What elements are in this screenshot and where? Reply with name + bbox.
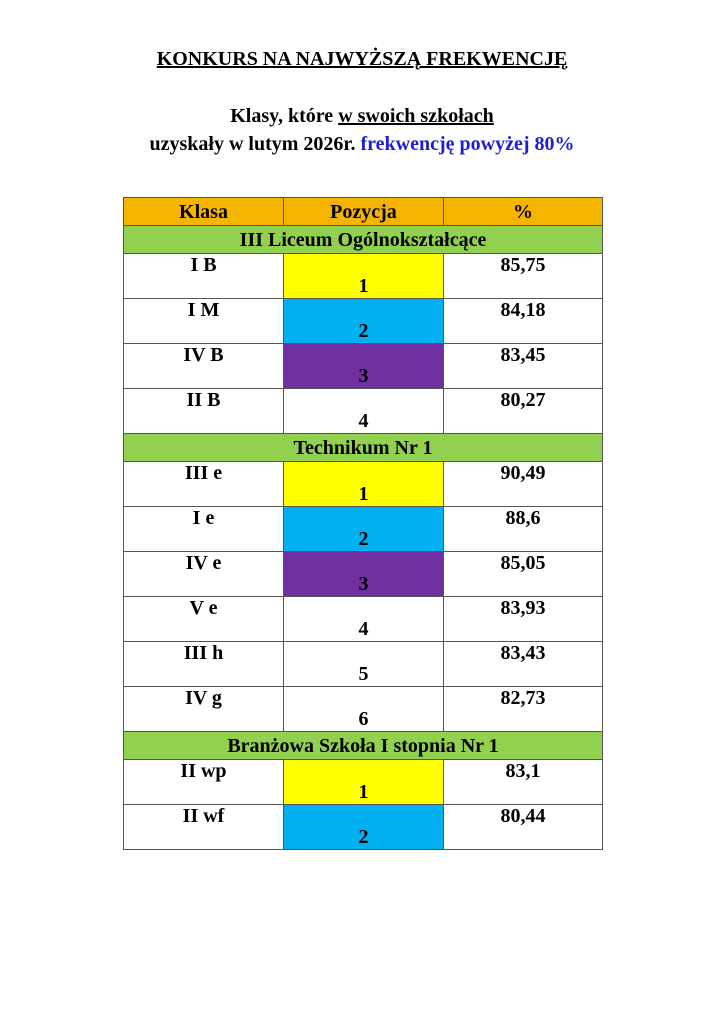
cell-procent: 85,75 — [444, 254, 603, 299]
cell-pozycja: 5 — [284, 642, 444, 687]
section-name: Branżowa Szkoła I stopnia Nr 1 — [124, 732, 603, 760]
cell-procent: 88,6 — [444, 507, 603, 552]
section-row — [124, 732, 603, 760]
ranking-table — [123, 197, 603, 850]
subtitle-line-2 — [0, 132, 724, 156]
table-row — [124, 389, 603, 434]
cell-procent: 85,05 — [444, 552, 603, 597]
cell-procent: 83,1 — [444, 760, 603, 805]
cell-procent: 80,44 — [444, 805, 603, 850]
cell-klasa: V e — [124, 597, 284, 642]
header-procent: % — [444, 198, 603, 226]
section-name: III Liceum Ogólnokształcące — [124, 226, 603, 254]
cell-pozycja: 2 — [284, 299, 444, 344]
section-name: Technikum Nr 1 — [124, 434, 603, 462]
cell-procent: 83,93 — [444, 597, 603, 642]
table-row — [124, 507, 603, 552]
cell-klasa: II B — [124, 389, 284, 434]
section-row — [124, 226, 603, 254]
section-row — [124, 434, 603, 462]
cell-klasa: IV e — [124, 552, 284, 597]
table-row — [124, 552, 603, 597]
cell-klasa: I M — [124, 299, 284, 344]
cell-pozycja: 3 — [284, 344, 444, 389]
cell-pozycja: 1 — [284, 462, 444, 507]
ranking-table-body — [124, 198, 603, 850]
table-row — [124, 760, 603, 805]
cell-procent: 82,73 — [444, 687, 603, 732]
cell-procent: 83,43 — [444, 642, 603, 687]
table-row — [124, 597, 603, 642]
cell-pozycja: 4 — [284, 597, 444, 642]
cell-procent: 90,49 — [444, 462, 603, 507]
subtitle-line-1 — [0, 104, 724, 128]
table-row — [124, 462, 603, 507]
cell-klasa: III h — [124, 642, 284, 687]
table-row — [124, 687, 603, 732]
cell-klasa: IV B — [124, 344, 284, 389]
cell-klasa: I e — [124, 507, 284, 552]
cell-procent: 83,45 — [444, 344, 603, 389]
cell-pozycja: 2 — [284, 507, 444, 552]
subtitle-line-1-underlined: w swoich szkołach — [338, 105, 494, 127]
table-row — [124, 254, 603, 299]
cell-klasa: IV g — [124, 687, 284, 732]
table-header-row — [124, 198, 603, 226]
cell-procent: 84,18 — [444, 299, 603, 344]
cell-klasa: II wp — [124, 760, 284, 805]
cell-klasa: I B — [124, 254, 284, 299]
cell-pozycja: 3 — [284, 552, 444, 597]
table-row — [124, 805, 603, 850]
cell-pozycja: 6 — [284, 687, 444, 732]
page-title: KONKURS NA NAJWYŻSZĄ FREKWENCJĘ — [156, 48, 568, 70]
table-row — [124, 642, 603, 687]
cell-procent: 80,27 — [444, 389, 603, 434]
cell-pozycja: 1 — [284, 760, 444, 805]
table-row — [124, 344, 603, 389]
subtitle-line-1-prefix: Klasy, które — [230, 105, 339, 127]
cell-pozycja: 4 — [284, 389, 444, 434]
table-row — [124, 299, 603, 344]
cell-klasa: III e — [124, 462, 284, 507]
header-klasa: Klasa — [124, 198, 284, 226]
subtitle-line-2-prefix: uzyskały w lutym 2026r. — [149, 133, 361, 155]
cell-klasa: II wf — [124, 805, 284, 850]
subtitle-line-2-highlight: frekwencję powyżej 80% — [360, 133, 575, 155]
cell-pozycja: 1 — [284, 254, 444, 299]
header-pozycja: Pozycja — [284, 198, 444, 226]
cell-pozycja: 2 — [284, 805, 444, 850]
